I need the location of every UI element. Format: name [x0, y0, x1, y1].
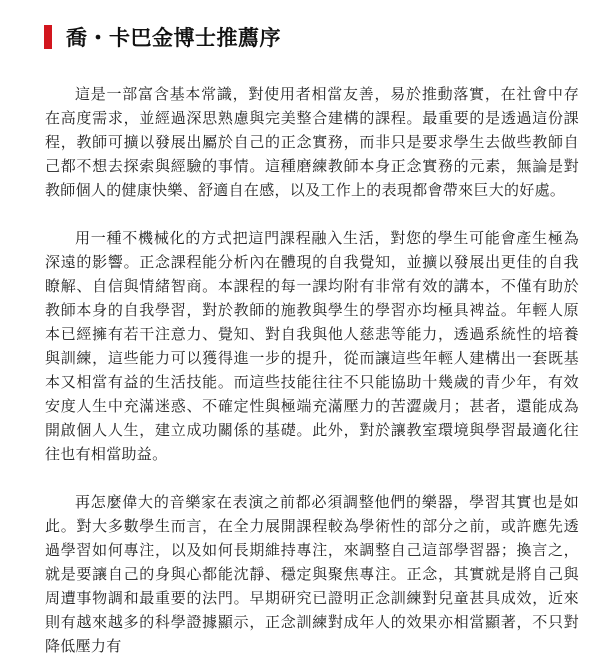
heading-accent-bar	[44, 25, 52, 49]
heading-title: 喬・卡巴金博士推薦序	[66, 26, 281, 50]
paragraph: 用一種不機械化的方式把這門課程融入生活，對您的學生可能會產生極為深遠的影響。正念課程能分析內在體現的自我覺知，並擴以發展出更佳的自我瞭解、自信與情緒智商。本課程的每一課均附有非常有效的講本，不僅有助於教師本身的自我學習，對於教師的施教與學生的學習亦均極具裨益。年輕人原本已經擁有若干注意力、覺知、對自我與他人慈悲等能力，透過系統性的培養與訓練，這些能力可以獲得進一步的提升，從而讓這些年輕人建構出一套既基本又相當有益的生活技能。而這些技能往往不只能協助十幾歲的青少年，有效安度人生中充滿迷惑、不確定性與極端充滿壓力的苦澀歲月；甚者，還能成為開啟個人人生，建立成功關係的基礎。此外，對於讓教室環境與學習最適化往往也有相當助益。	[45, 229, 579, 463]
document-body	[45, 82, 579, 658]
paragraph: 再怎麼偉大的音樂家在表演之前都必須調整他們的樂器，學習其實也是如此。對大多數學生而言，在全力展開課程較為學術性的部分之前，或許應先透過學習如何專注，以及如何長期維持專注，來調整自己這部學習器；換言之，就是要讓自己的身與心都能沈靜、穩定與聚焦專注。正念，其實就是將自己與周遭事物調和最重要的法門。早期研究已證明正念訓練對兒童甚具成效，近來則有越來越多的科學證據顯示，正念訓練對成年人的效果亦相當顯著，不只對降低壓力有	[45, 493, 579, 655]
section-heading	[44, 24, 281, 50]
paragraph: 這是一部富含基本常識，對使用者相當友善，易於推動落實，在社會中存在高度需求，並經過深思熟慮與完美整合建構的課程。最重要的是透過這份課程，教師可擴以發展出屬於自己的正念實務，而非只是要求學生去做些教師自己都不想去探索與經驗的事情。這種磨練教師本身正念實務的元素，無論是對教師個人的健康快樂、舒適自在感，以及工作上的表現都會帶來巨大的好處。	[45, 85, 579, 199]
